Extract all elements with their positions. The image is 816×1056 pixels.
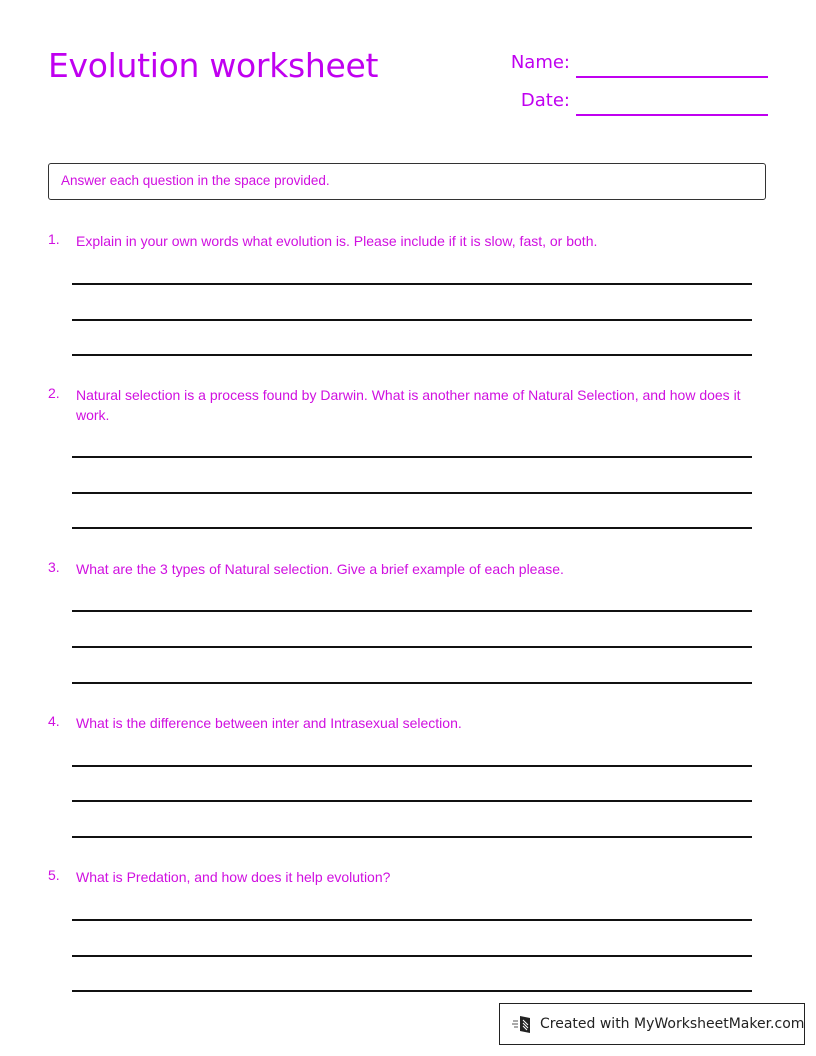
worksheet-logo-icon [512, 1013, 534, 1035]
answer-line[interactable] [72, 682, 752, 684]
question-number: 5. [48, 867, 60, 883]
date-label: Date: [520, 90, 570, 111]
answer-line[interactable] [72, 836, 752, 838]
date-field[interactable] [576, 114, 768, 116]
answer-line[interactable] [72, 456, 752, 458]
answer-line[interactable] [72, 646, 752, 648]
answer-line[interactable] [72, 610, 752, 612]
question-text: What are the 3 types of Natural selection. Give a brief example of each please. [76, 561, 564, 577]
question-number: 3. [48, 559, 60, 575]
footer-text: Created with MyWorksheetMaker.com [540, 1016, 805, 1032]
answer-line[interactable] [72, 800, 752, 802]
answer-line[interactable] [72, 955, 752, 957]
question-text: Explain in your own words what evolution is. Please include if it is slow, fast, or both. [76, 233, 598, 249]
instructions-text: Answer each question in the space provided. [61, 173, 330, 188]
page-title: Evolution worksheet [48, 46, 379, 85]
footer-badge[interactable] [499, 1003, 805, 1045]
answer-line[interactable] [72, 919, 752, 921]
answer-line[interactable] [72, 765, 752, 767]
answer-line[interactable] [72, 354, 752, 356]
question-text: What is the difference between inter and Intrasexual selection. [76, 715, 462, 731]
question-number: 4. [48, 713, 60, 729]
answer-line[interactable] [72, 319, 752, 321]
question-number: 2. [48, 385, 60, 401]
question-text: What is Predation, and how does it help evolution? [76, 869, 391, 885]
answer-line[interactable] [72, 527, 752, 529]
question-number: 1. [48, 231, 60, 247]
instructions-box [48, 163, 766, 200]
name-label: Name: [510, 52, 570, 73]
answer-line[interactable] [72, 492, 752, 494]
answer-line[interactable] [72, 990, 752, 992]
name-field[interactable] [576, 76, 768, 78]
answer-line[interactable] [72, 283, 752, 285]
question-text: Natural selection is a process found by Darwin. What is another name of Natural Selection, and how does it work. [76, 387, 741, 423]
